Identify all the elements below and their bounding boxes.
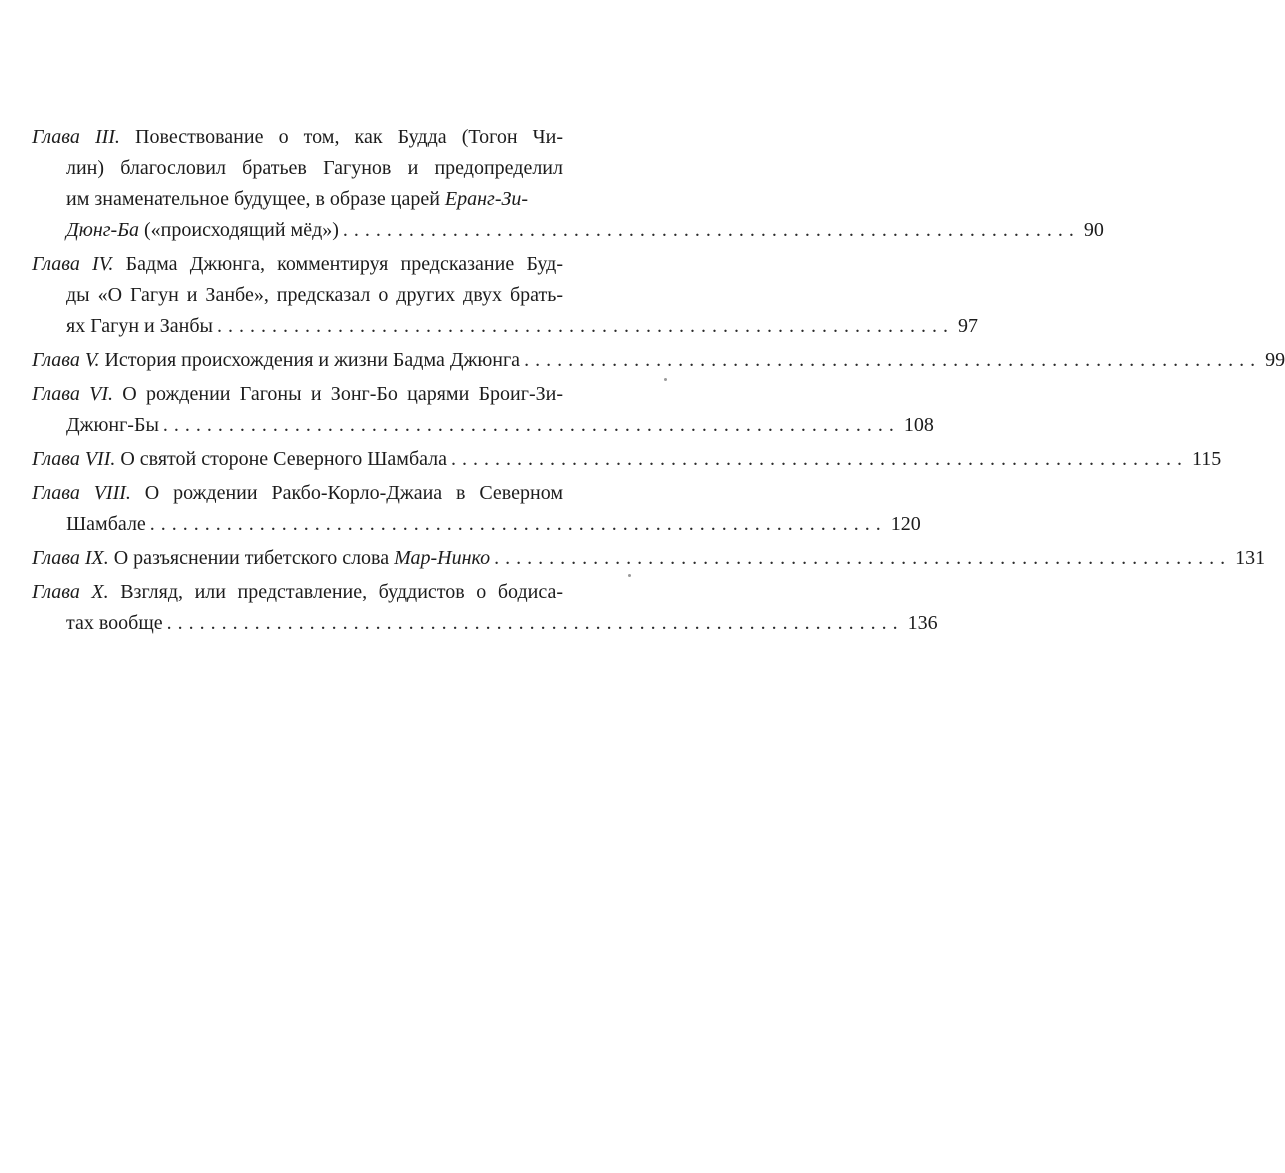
page-number: 97 bbox=[957, 315, 978, 337]
chapter-title-line bbox=[66, 215, 339, 246]
toc-entry-chapter-7[interactable] bbox=[0, 444, 1222, 475]
toc-entry-chapter-5[interactable] bbox=[0, 345, 1285, 376]
chapter-title-line: О рождении Гагоны и Зонг-Бо царями Броиг-Зи- bbox=[122, 383, 563, 405]
toc-entry-chapter-6[interactable] bbox=[0, 379, 934, 441]
toc-line bbox=[0, 311, 978, 342]
chapter-title-line: им знаменательное будущее, в образе царей bbox=[66, 188, 445, 210]
toc-line bbox=[0, 577, 563, 608]
chapter-title-line: Шамбале bbox=[66, 513, 146, 535]
chapter-label: Глава VII. bbox=[32, 448, 116, 470]
toc-line bbox=[0, 153, 563, 184]
toc-line bbox=[0, 249, 563, 280]
scan-speck bbox=[628, 574, 631, 577]
chapter-title-line: тах вообще bbox=[66, 612, 163, 634]
page-number: 115 bbox=[1192, 448, 1222, 470]
chapter-label: Глава IX. bbox=[32, 547, 109, 569]
chapter-title-text: История происхождения и жизни Бадма Джюнга bbox=[104, 349, 521, 371]
toc-line bbox=[0, 543, 1266, 574]
toc-line bbox=[0, 608, 938, 639]
chapter-title-italic: Еранг-Зи- bbox=[444, 188, 529, 210]
page-number: 108 bbox=[903, 414, 934, 436]
table-of-contents bbox=[0, 122, 1285, 642]
toc-line bbox=[0, 379, 563, 410]
dot-leader: ................................................................... bbox=[524, 349, 1262, 371]
toc-line bbox=[0, 122, 563, 153]
dot-leader: ................................................................... bbox=[149, 513, 887, 535]
chapter-title-line: Джюнг-Бы bbox=[66, 414, 159, 436]
chapter-title-line: ды «О Гагун и Занбе», предсказал о других двух брать- bbox=[66, 284, 563, 306]
page-number: 99 bbox=[1265, 349, 1285, 371]
dot-leader: ................................................................... bbox=[216, 315, 954, 337]
toc-line bbox=[0, 509, 921, 540]
dot-leader: ................................................................... bbox=[166, 612, 904, 634]
page-number: 90 bbox=[1083, 219, 1104, 241]
dot-leader: ................................................................... bbox=[342, 219, 1080, 241]
chapter-title-line bbox=[32, 444, 447, 475]
chapter-label: Глава VI. bbox=[32, 383, 113, 405]
chapter-title-text: О святой стороне Северного Шамбала bbox=[120, 448, 448, 470]
toc-entry-chapter-3[interactable] bbox=[0, 122, 1104, 246]
toc-entry-chapter-4[interactable] bbox=[0, 249, 978, 342]
toc-line bbox=[0, 410, 934, 441]
chapter-label: Глава III. bbox=[32, 126, 120, 148]
chapter-label: Глава VIII. bbox=[32, 482, 131, 504]
chapter-title-line: ях Гагун и Занбы bbox=[66, 315, 213, 337]
toc-line bbox=[0, 444, 1222, 475]
toc-line bbox=[0, 215, 1104, 246]
chapter-title-text: («происходящий мёд») bbox=[139, 219, 339, 241]
chapter-title-line bbox=[32, 345, 520, 376]
page-number: 131 bbox=[1235, 547, 1266, 569]
toc-line bbox=[0, 280, 563, 311]
chapter-title-line: Повествование о том, как Будда (Тогон Чи- bbox=[135, 126, 564, 148]
toc-entry-chapter-8[interactable] bbox=[0, 478, 921, 540]
chapter-label: Глава X. bbox=[32, 581, 109, 603]
chapter-title-line: О рождении Ракбо-Корло-Джаиа в Северном bbox=[144, 482, 563, 504]
dot-leader: ................................................................... bbox=[162, 414, 900, 436]
toc-line bbox=[0, 345, 1285, 376]
toc-entry-chapter-9[interactable] bbox=[0, 543, 1266, 574]
chapter-label: Глава IV. bbox=[32, 253, 114, 275]
chapter-title-line bbox=[32, 543, 490, 574]
page-number: 136 bbox=[907, 612, 938, 634]
page-number: 120 bbox=[890, 513, 921, 535]
chapter-label: Глава V. bbox=[32, 349, 100, 371]
toc-line bbox=[0, 184, 563, 215]
toc-entry-chapter-10[interactable] bbox=[0, 577, 938, 639]
scan-speck bbox=[664, 378, 667, 381]
chapter-title-line: лин) благословил братьев Гагунов и предопределил bbox=[66, 157, 563, 179]
chapter-title-line: Бадма Джюнга, комментируя предсказание Буд- bbox=[125, 253, 564, 275]
dot-leader: ................................................................... bbox=[494, 547, 1232, 569]
chapter-title-text: О разъяснении тибетского слова bbox=[113, 547, 395, 569]
chapter-title-italic: Мар-Нинко bbox=[394, 547, 491, 569]
chapter-title-line: Взгляд, или представление, буддистов о бодиса- bbox=[120, 581, 563, 603]
dot-leader: ................................................................... bbox=[451, 448, 1189, 470]
toc-line bbox=[0, 478, 563, 509]
chapter-title-italic: Дюнг-Ба bbox=[66, 219, 140, 241]
